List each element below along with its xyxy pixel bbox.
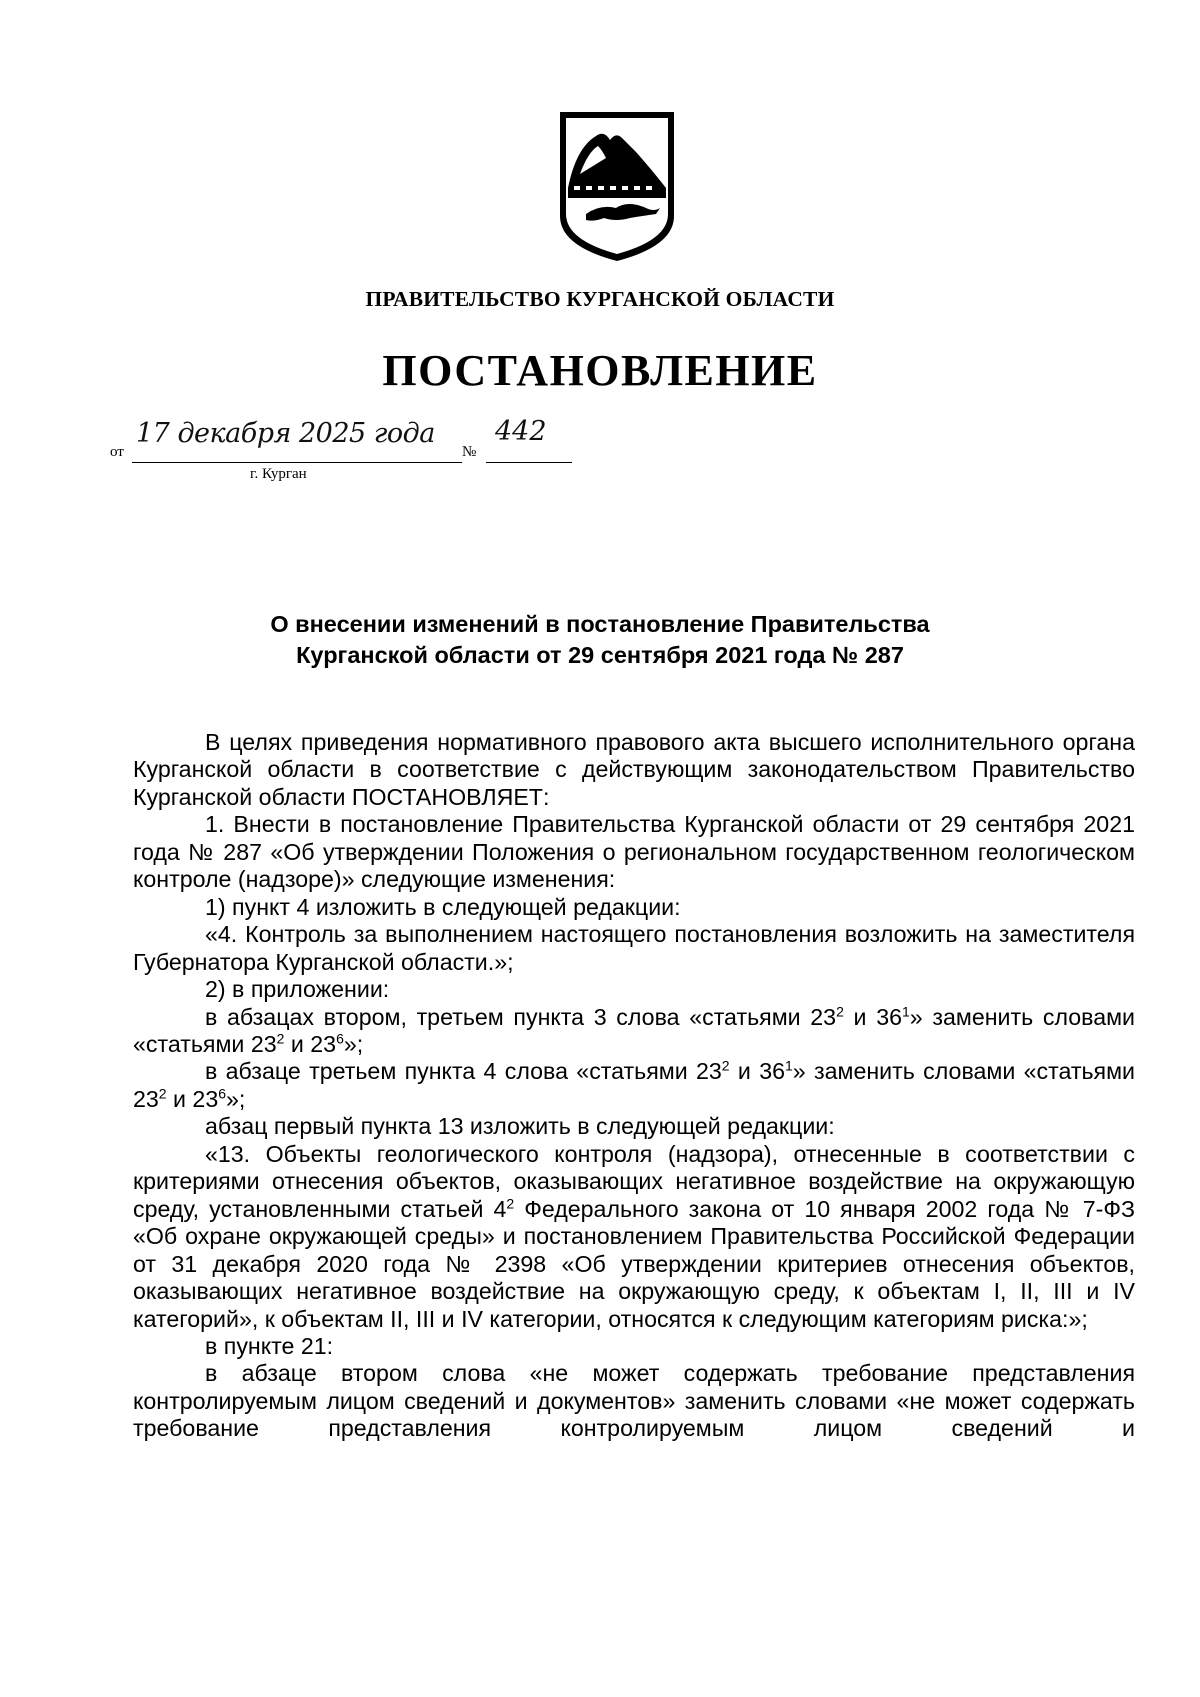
organization-name: ПРАВИТЕЛЬСТВО КУРГАНСКОЙ ОБЛАСТИ <box>365 287 835 311</box>
number-underline <box>486 462 572 463</box>
document-body <box>133 729 1135 1443</box>
paragraph-subitem-1: 1) пункт 4 изложить в следующей редакции: <box>205 893 681 920</box>
paragraph-clause-13-intro: абзац первый пункта 13 изложить в следующей редакции: <box>205 1113 835 1140</box>
coat-of-arms-emblem <box>556 108 678 263</box>
paragraph-subitem-2: 2) в приложении: <box>205 976 390 1003</box>
dateline <box>110 416 630 488</box>
number-label: № <box>462 444 477 460</box>
paragraph-preamble: В целях приведения нормативного правового акта высшего исполнительного органа Курганской области в соответствие с действующим законодательством Правительство Курганской области ПОСТАНОВЛЯЕТ: <box>133 729 1135 810</box>
document-title <box>160 609 1040 671</box>
paragraph-clause-13-text: «13. Объекты геологического контроля (надзора), отнесенные в соответствии с критериями отнесения объектов, оказывающих негативное воздействие на окружающую среду, установленными статьей $4^2$ Федерального закона от 10 января 2002 года № 7-ФЗ «Об охране окружающей среды» и постановлением Правительства Российской Федерации от 31 декабря 2020 года № 2398 «Об утверждении критериев отнесения объектов, оказывающих негативное воздействие на окружающую среду, к объектам I, II, III и IV категорий», к объектам II, III и IV категории, относятся к следующим категориям риска:»; <box>133 1140 1136 1332</box>
handwritten-number: 442 <box>495 416 547 447</box>
date-underline <box>132 462 462 463</box>
handwritten-date: 17 декабря 2025 года <box>136 418 435 449</box>
paragraph-clause-21-text: в абзаце втором слова «не может содержать требование представления контролируемым лицом сведений и документов» заменить словами «не может содержать требование представления контролируемым лицом сведений и <box>133 1360 1135 1442</box>
paragraph-clause-4: в абзаце третьем пункта 4 слова «статьями $23^2$ и $36^1$» заменить словами «статьями $23^2$ и $23^6$»; <box>133 1057 1135 1112</box>
paragraph-clause-21: в пункте 21: <box>205 1332 334 1359</box>
document-type: ПОСТАНОВЛЕНИЕ <box>382 346 818 395</box>
paragraph-new-wording-4: «4. Контроль за выполнением настоящего постановления возложить на заместителя Губернатора Курганской области.»; <box>133 921 1135 975</box>
paragraph-item-1: 1. Внести в постановление Правительства Курганской области от 29 сентября 2021 года № 287 «Об утверждении Положения о региональном государственном геологическом контроле (надзоре)» следующие изменения: <box>133 811 1135 893</box>
paragraph-clause-3: в абзацах втором, третьем пункта 3 слова «статьями $23^2$ и $36^1$» заменить словами «статьями $23^2$ и $23^6$»; <box>133 1002 1135 1057</box>
from-label: от <box>110 444 124 460</box>
city-label: г. Курган <box>250 466 307 482</box>
title-line-2: Курганской области от 29 сентября 2021 года № 287 <box>296 642 904 668</box>
title-line-1: О внесении изменений в постановление Правительства <box>270 611 930 637</box>
